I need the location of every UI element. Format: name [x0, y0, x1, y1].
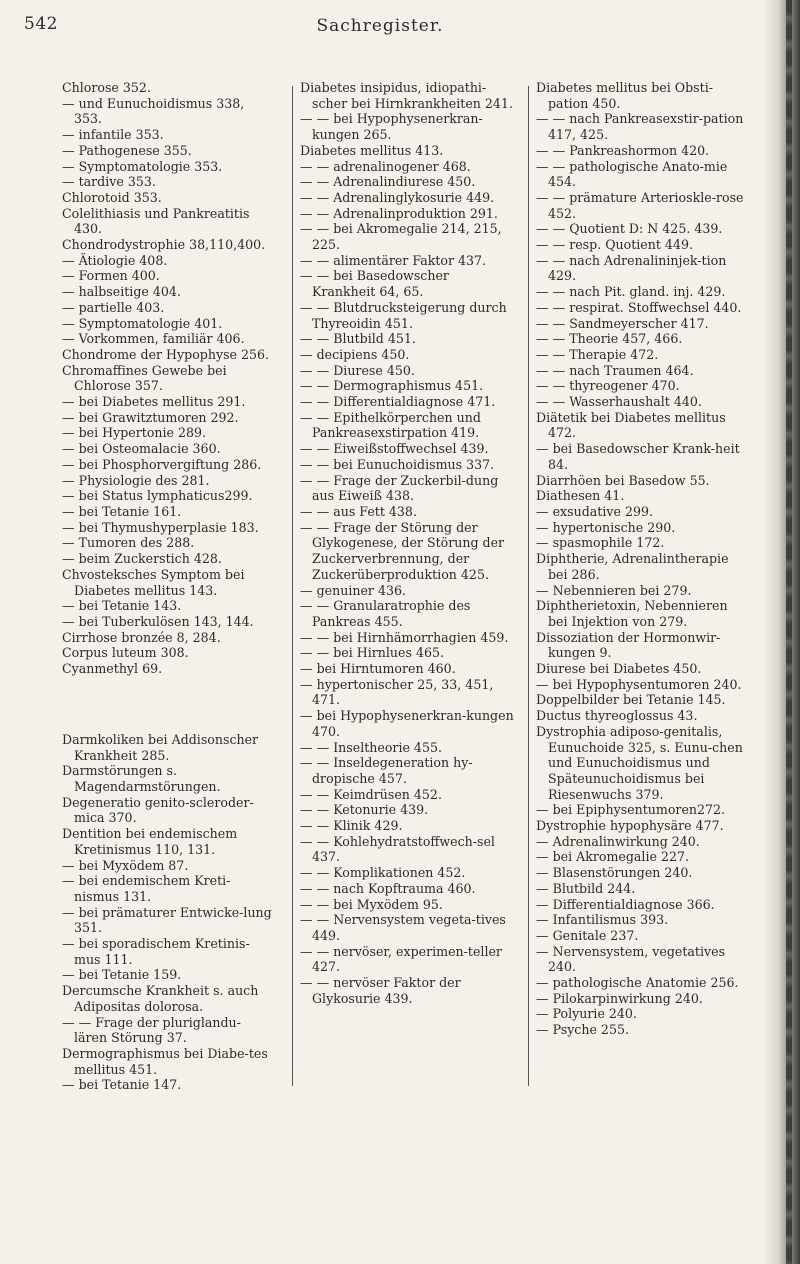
- index-entry: — — bei Hirnhämorrhagien 459.: [300, 629, 509, 645]
- index-entry: Dercumsche Krankheit s. auch Adipositas dolorosa.: [62, 983, 259, 1014]
- index-entry: — bei Epiphysentumoren272.: [536, 802, 726, 818]
- index-entry: — — nach Kopftrauma 460.: [300, 880, 476, 896]
- index-entry: — — pathologische Anato-mie 454.: [536, 158, 728, 190]
- index-entry: — — Epithelkörperchen und Pankreasexstirpation 419.: [300, 409, 481, 441]
- index-entry: — — Frage der Störung der Glykogenese, der Störung der Zuckerverbrennung, der Zuckerüberproduktion 425.: [300, 519, 505, 582]
- index-entry: — Nebennieren bei 279.: [536, 582, 692, 598]
- index-entry: — — Keimdrüsen 452.: [300, 786, 442, 802]
- book-edge-binding: [786, 0, 792, 1264]
- index-entry: Chromaffines Gewebe bei Chlorose 357.: [62, 362, 227, 394]
- index-entry: Colelithiasis und Pankreatitis 430.: [62, 205, 250, 237]
- index-entry: — — Adrenalinglykosurie 449.: [300, 189, 495, 205]
- index-entry: Chondrome der Hypophyse 256.: [62, 346, 270, 362]
- index-entry: Dystrophia adiposo-genitalis, Eunuchoide 325, s. Eunu-chen und Eunuchoidismus und Späteunuchoidismus bei Riesenwuchs 379.: [536, 723, 743, 802]
- index-entry: — — prämature Arterioskle-rose 452.: [536, 189, 744, 221]
- index-entry: — — nervöser, experimen-teller 427.: [300, 943, 502, 975]
- index-entry: — decipiens 450.: [300, 346, 410, 362]
- index-entry: — — Frage der pluriglandu-lären Störung 37.: [62, 1014, 241, 1046]
- index-entry: — Symptomatologie 353.: [62, 158, 223, 174]
- index-entry: — Genitale 237.: [536, 927, 639, 943]
- index-entry: — Symptomatologie 401.: [62, 315, 223, 331]
- index-entry: Chlorotoid 353.: [62, 189, 162, 205]
- index-column-1: [62, 80, 274, 1180]
- index-entry: — bei Tetanie 143.: [62, 598, 182, 614]
- index-entry: — — resp. Quotient 449.: [536, 237, 693, 253]
- index-entry: — bei sporadischem Kretinis-mus 111.: [62, 936, 250, 967]
- index-entry: — Nervensystem, vegetatives 240.: [536, 943, 726, 975]
- index-entry: — Pilokarpinwirkung 240.: [536, 990, 703, 1006]
- index-entry: — Ätiologie 408.: [62, 252, 168, 268]
- index-entry: — bei Hypophysenerkran-kungen 470.: [300, 708, 514, 739]
- index-entry: — — nach Pankreasexstir-pation 417, 425.: [536, 111, 744, 143]
- index-entry: — — Klinik 429.: [300, 818, 403, 834]
- index-entry: — — Differentialdiagnose 471.: [300, 394, 496, 410]
- index-entry: — — Ketonurie 439.: [300, 802, 429, 818]
- index-entry: — — Quotient D: N 425. 439.: [536, 221, 723, 237]
- index-entry: — bei Diabetes mellitus 291.: [62, 394, 246, 410]
- index-entry: — Differentialdiagnose 366.: [536, 896, 715, 912]
- index-entry: — beim Zuckerstich 428.: [62, 551, 222, 567]
- index-entry: Diabetes insipidus, idiopathi-scher bei Hirnkrankheiten 241.: [300, 80, 513, 111]
- index-entry: — — Komplikationen 452.: [300, 865, 466, 881]
- index-entry: — hypertonischer 25, 33, 451, 471.: [300, 676, 494, 708]
- index-entry: — — adrenalinogener 468.: [300, 158, 471, 174]
- index-entry: — — Nervensystem vegeta-tives 449.: [300, 912, 506, 943]
- index-entry: Degeneratio genito-scleroder-mica 370.: [62, 794, 254, 826]
- index-entry: Chlorose 352.: [62, 80, 151, 95]
- index-entry: — partielle 403.: [62, 299, 165, 315]
- index-entry: — bei Tuberkulösen 143, 144.: [62, 613, 254, 629]
- index-entry: — Polyurie 240.: [536, 1006, 637, 1022]
- index-entry: — — Pankreashormon 420.: [536, 142, 710, 158]
- index-entry: Diarrhöen bei Basedow 55.: [536, 472, 710, 488]
- index-entry: — bei Tetanie 159.: [62, 967, 182, 983]
- index-entry: — Vorkommen, familiär 406.: [62, 331, 245, 347]
- index-entry: — bei Status lymphaticus299.: [62, 488, 253, 504]
- section-gap: [62, 689, 274, 719]
- index-entry: — — Inseldegeneration hy-dropische 457.: [300, 755, 473, 786]
- page-number: 542: [24, 14, 58, 34]
- index-entry: Dentition bei endemischem Kretinismus 110, 131.: [62, 826, 238, 857]
- index-entry: — — Kohlehydratstoffwech-sel 437.: [300, 833, 495, 865]
- index-entry: — — alimentärer Faktor 437.: [300, 252, 487, 268]
- index-entry: — Infantilismus 393.: [536, 912, 669, 928]
- index-entry: Diphtherie, Adrenalintherapie bei 286.: [536, 551, 729, 582]
- index-entry: — — Theorie 457, 466.: [536, 331, 683, 347]
- index-entry: — — bei Hirnlues 465.: [300, 645, 444, 661]
- index-entry: — Formen 400.: [62, 268, 160, 284]
- index-entry: — infantile 353.: [62, 127, 164, 143]
- index-entry: — Physiologie des 281.: [62, 472, 210, 488]
- index-entry: — bei Grawitztumoren 292.: [62, 409, 239, 425]
- index-entry: — bei Hirntumoren 460.: [300, 661, 456, 677]
- index-entry: Ductus thyreoglossus 43.: [536, 708, 698, 724]
- index-entry: — halbseitige 404.: [62, 284, 181, 300]
- index-entry: — — Therapie 472.: [536, 346, 659, 362]
- index-entry: — bei Tetanie 161.: [62, 503, 182, 519]
- index-columns: [62, 80, 742, 1180]
- index-entry: — — nach Traumen 464.: [536, 362, 694, 378]
- index-entry: — — Inseltheorie 455.: [300, 739, 442, 755]
- index-entry: — — Adrenalinproduktion 291.: [300, 205, 498, 221]
- index-entry: — — nervöser Faktor der Glykosurie 439.: [300, 975, 461, 1006]
- running-head: Sachregister.: [316, 16, 444, 36]
- column-rule: [292, 86, 293, 1086]
- index-entry: — — bei Eunuchoidismus 337.: [300, 456, 495, 472]
- index-entry: Dermographismus bei Diabe-tes mellitus 451.: [62, 1045, 268, 1077]
- index-entry: — — bei Akromegalie 214, 215, 225.: [300, 221, 502, 253]
- index-entry: — bei Akromegalie 227.: [536, 849, 689, 865]
- index-entry: Cyanmethyl 69.: [62, 661, 163, 677]
- index-entry: Dissoziation der Hormonwir-kungen 9.: [536, 629, 721, 661]
- index-entry: Diurese bei Diabetes 450.: [536, 661, 702, 677]
- index-entry: Chvosteksches Symptom bei Diabetes mellitus 143.: [62, 566, 245, 598]
- index-entry: — — Blutbild 451.: [300, 331, 416, 347]
- index-column-2: [300, 80, 514, 1180]
- index-entry: Chondrodystrophie 38,110,400.: [62, 237, 266, 253]
- index-entry: — — nach Pit. gland. inj. 429.: [536, 284, 726, 300]
- index-entry: — — nach Adrenalininjek-tion 429.: [536, 252, 727, 284]
- index-entry: — bei Hypophysentumoren 240.: [536, 676, 742, 692]
- column-rule: [528, 86, 529, 1086]
- index-entry: Doppelbilder bei Tetanie 145.: [536, 692, 726, 708]
- index-entry: — — Eiweißstoffwechsel 439.: [300, 441, 489, 457]
- index-entry: — bei Osteomalacie 360.: [62, 441, 221, 457]
- index-entry: — — bei Hypophysenerkran-kungen 265.: [300, 111, 483, 143]
- index-entry: — — respirat. Stoffwechsel 440.: [536, 299, 742, 315]
- index-entry: — genuiner 436.: [300, 582, 406, 598]
- index-entry: Corpus luteum 308.: [62, 645, 189, 661]
- index-entry: — Adrenalinwirkung 240.: [536, 833, 700, 849]
- index-entry: — bei endemischem Kreti-nismus 131.: [62, 873, 231, 904]
- index-entry: — — bei Basedowscher Krankheit 64, 65.: [300, 268, 449, 300]
- index-column-3: [536, 80, 744, 1180]
- index-entry: Diphtherietoxin, Nebennieren bei Injektion von 279.: [536, 598, 728, 629]
- index-entry: Diabetes mellitus bei Obsti-pation 450.: [536, 80, 713, 111]
- index-entry: — bei Myxödem 87.: [62, 857, 189, 873]
- index-entry: — bei Thymushyperplasie 183.: [62, 519, 259, 535]
- index-entry: — — Sandmeyerscher 417.: [536, 315, 709, 331]
- index-entry: — — Frage der Zuckerbil-dung aus Eiweiß 438.: [300, 472, 499, 504]
- index-entry: — tardive 353.: [62, 174, 156, 190]
- index-entry: — exsudative 299.: [536, 503, 653, 519]
- index-entry: Darmkoliken bei Addisonscher Krankheit 285.: [62, 731, 259, 763]
- index-entry: — spasmophile 172.: [536, 535, 665, 551]
- index-entry: — Psyche 255.: [536, 1022, 629, 1038]
- index-entry: — — Diurese 450.: [300, 362, 415, 378]
- index-entry: Diabetes mellitus 413.: [300, 142, 444, 158]
- index-entry: — bei prämaturer Entwicke-lung 351.: [62, 904, 272, 936]
- index-entry: — Tumoren des 288.: [62, 535, 195, 551]
- index-entry: — Blutbild 244.: [536, 880, 636, 896]
- index-entry: — bei Tetanie 147.: [62, 1077, 182, 1093]
- index-entry: Diätetik bei Diabetes mellitus 472.: [536, 409, 726, 441]
- index-entry: Darmstörungen s. Magendarmstörungen.: [62, 763, 221, 795]
- index-entry: — — aus Fett 438.: [300, 503, 417, 519]
- index-entry: — — Adrenalindiurese 450.: [300, 174, 476, 190]
- index-entry: — pathologische Anatomie 256.: [536, 975, 739, 991]
- index-entry: — und Eunuchoidismus 338, 353.: [62, 95, 245, 127]
- index-entry: — Blasenstörungen 240.: [536, 865, 693, 881]
- index-entry: — bei Hypertonie 289.: [62, 425, 207, 441]
- index-entry: — — Dermographismus 451.: [300, 378, 484, 394]
- index-entry: — bei Basedowscher Krank-heit 84.: [536, 441, 740, 472]
- index-entry: Cirrhose bronzée 8, 284.: [62, 629, 221, 645]
- index-entry: Dystrophie hypophysäre 477.: [536, 818, 724, 834]
- index-entry: Diathesen 41.: [536, 488, 625, 504]
- index-entry: — — bei Myxödem 95.: [300, 896, 443, 912]
- index-entry: — — Wasserhaushalt 440.: [536, 394, 702, 410]
- index-entry: — — Granularatrophie des Pankreas 455.: [300, 598, 471, 629]
- book-edge-shadow: [764, 0, 800, 1264]
- index-entry: — bei Phosphorvergiftung 286.: [62, 456, 262, 472]
- index-entry: — Pathogenese 355.: [62, 142, 192, 158]
- index-entry: — — Blutdrucksteigerung durch Thyreoidin 451.: [300, 299, 507, 331]
- index-entry: — — thyreogener 470.: [536, 378, 680, 394]
- index-entry: — hypertonische 290.: [536, 519, 676, 535]
